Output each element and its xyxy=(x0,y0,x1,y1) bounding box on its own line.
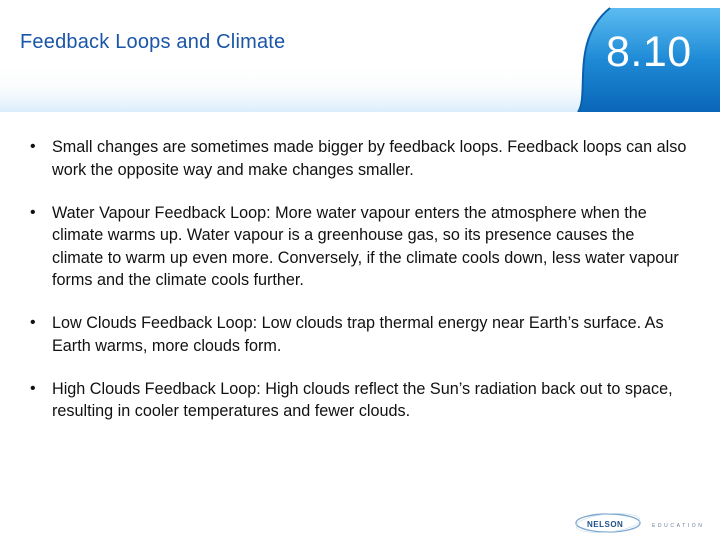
logo-subtext: EDUCATION xyxy=(652,523,705,529)
bullet-text: High Clouds Feedback Loop: High clouds reflect the Sun’s radiation back out to space, resulting in cooler temperatures and fewer clouds. xyxy=(52,379,673,420)
bullet-item xyxy=(30,136,690,181)
bullet-item xyxy=(30,378,690,423)
bullet-dot-icon: • xyxy=(30,138,36,155)
bullet-dot-icon: • xyxy=(30,314,36,331)
bullet-dot-icon: • xyxy=(30,203,36,221)
logo-text: NELSON xyxy=(587,520,624,529)
bullet-item xyxy=(30,202,690,292)
bullet-text: Water Vapour Feedback Loop: More water vapour enters the atmosphere when the climate warms up. Water vapour is a greenhouse gas, so its presence causes the climate to warm up even more. Conversely, if the climate cools down, less water vapour forms and the climate cools further. xyxy=(52,203,679,289)
nelson-education-logo xyxy=(560,510,720,540)
section-number: 8.10 xyxy=(606,28,692,76)
bullet-list xyxy=(30,136,690,443)
bullet-dot-icon: • xyxy=(30,379,36,397)
bullet-text: Small changes are sometimes made bigger by feedback loops. Feedback loops can also work the opposite way and make changes smaller. xyxy=(52,138,687,179)
bullet-text: Low Clouds Feedback Loop: Low clouds trap thermal energy near Earth’s surface. As Earth warms, more clouds form. xyxy=(52,314,664,355)
bullet-item xyxy=(30,312,690,357)
slide-title: Feedback Loops and Climate xyxy=(20,31,286,53)
